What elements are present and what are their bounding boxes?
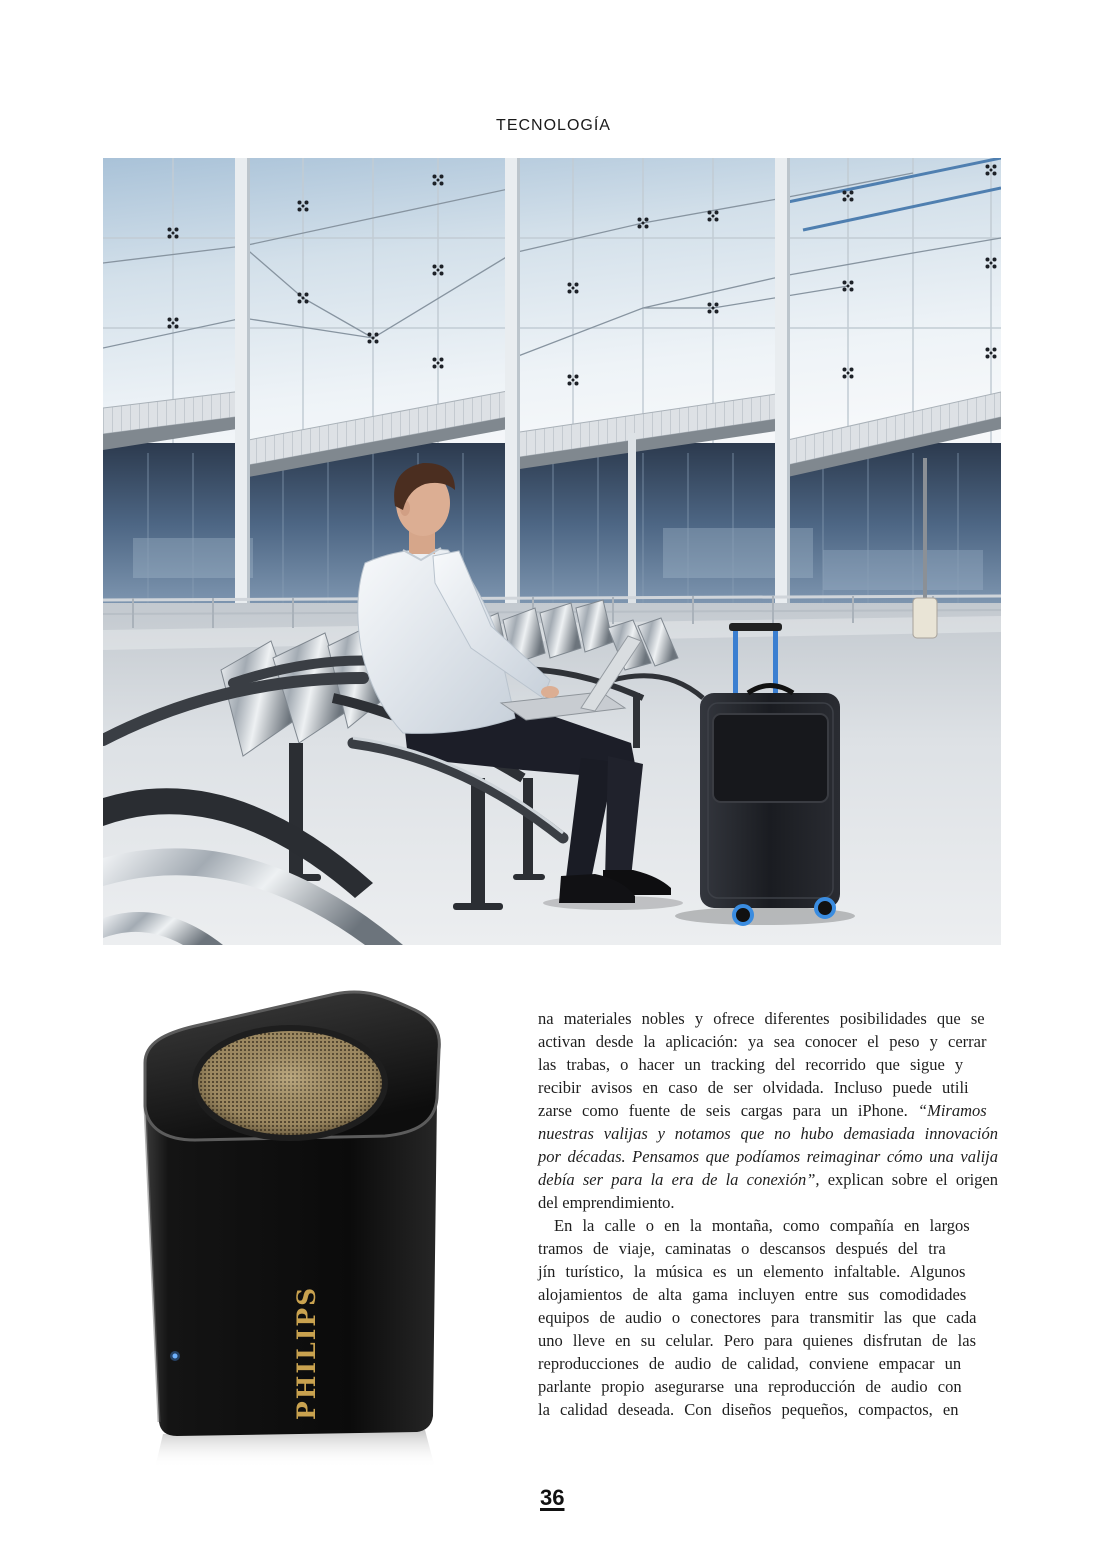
suitcase-handle-grip (729, 623, 782, 631)
article-quote-text: debía ser para la era de la conexión”, (538, 1170, 820, 1189)
article-line (538, 1398, 998, 1421)
article-text: uno lleve en su celular. Pero para quienes disfrutan de las (538, 1331, 977, 1350)
page-number: 36 (540, 1485, 565, 1510)
article-line (538, 1260, 998, 1283)
main-photo-illustration (103, 158, 1001, 945)
article-text: alojamientos de alta gama incluyen entre sus comodidades (538, 1285, 967, 1304)
article-text: las trabas, o hacer un tracking del recorrido que sigue y (538, 1055, 964, 1074)
article-line (538, 1145, 998, 1168)
section-title: TECNOLOGÍA (496, 117, 611, 134)
article-text: del emprendimiento. (538, 1193, 675, 1212)
led-indicator (173, 1354, 178, 1359)
article-line (538, 1283, 998, 1306)
article-line (538, 1191, 998, 1214)
article-text: parlante propio asegurarse una reproducción de audio con (538, 1377, 962, 1396)
speaker-body (145, 1098, 437, 1436)
speaker-grille-rim (195, 1028, 385, 1138)
article-quote-text: “Miramos (917, 1101, 987, 1120)
article-text: la calidad deseada. Con diseños pequeños, compactos, en (538, 1400, 959, 1419)
suitcase-wheel (816, 899, 834, 917)
article-text: equipos de audio o conectores para transmitir las que cada (538, 1308, 977, 1327)
article-text: activan desde la aplicación: ya sea conocer el peso y cerrar (538, 1032, 987, 1051)
speaker-illustration (135, 988, 445, 1468)
article-line (538, 1375, 998, 1398)
article-line (538, 1007, 998, 1030)
suitcase-front-pocket (713, 714, 828, 802)
article-line (538, 1099, 998, 1122)
article-line (538, 1122, 998, 1145)
article-paragraph (538, 1007, 1000, 1214)
article-text: En la calle o en la montaña, como compañía en largos (554, 1216, 970, 1235)
article-text: na materiales nobles y ofrece diferentes posibilidades que se (538, 1009, 985, 1028)
article-body (538, 1007, 1000, 1421)
article-line (538, 1237, 998, 1260)
article-text: tramos de viaje, caminatas o descansos después del tra (538, 1239, 946, 1258)
article-line (538, 1329, 998, 1352)
article-line (538, 1306, 998, 1329)
suitcase-wheel (734, 906, 752, 924)
philips-logo: PHILIPS (292, 1285, 321, 1420)
hand (541, 686, 559, 698)
article-line (538, 1352, 998, 1375)
article-quote-text: por décadas. Pensamos que podíamos reimaginar cómo una valija (538, 1147, 998, 1166)
article-quote-text: nuestras valijas y notamos que no hubo demasiada innovación (538, 1124, 998, 1143)
article-text: jín turístico, la música es un elemento infaltable. Algunos (538, 1262, 966, 1281)
article-text: explican sobre el origen (819, 1170, 998, 1189)
article-line (538, 1076, 998, 1099)
suitcase-handle-pole (733, 628, 738, 698)
article-line (538, 1168, 998, 1191)
speaker-photo (135, 988, 445, 1468)
main-photo (103, 158, 1001, 945)
article-line (538, 1053, 998, 1076)
article-line (538, 1030, 998, 1053)
article-paragraph (538, 1214, 1000, 1421)
article-text: reproducciones de audio de calidad, conviene empacar un (538, 1354, 962, 1373)
speaker-reflection (155, 1430, 435, 1468)
article-text: zarse como fuente de seis cargas para un iPhone. (538, 1101, 918, 1120)
article-line (538, 1214, 998, 1237)
article-text: recibir avisos en caso de ser olvidada. Incluso puede utili (538, 1078, 969, 1097)
